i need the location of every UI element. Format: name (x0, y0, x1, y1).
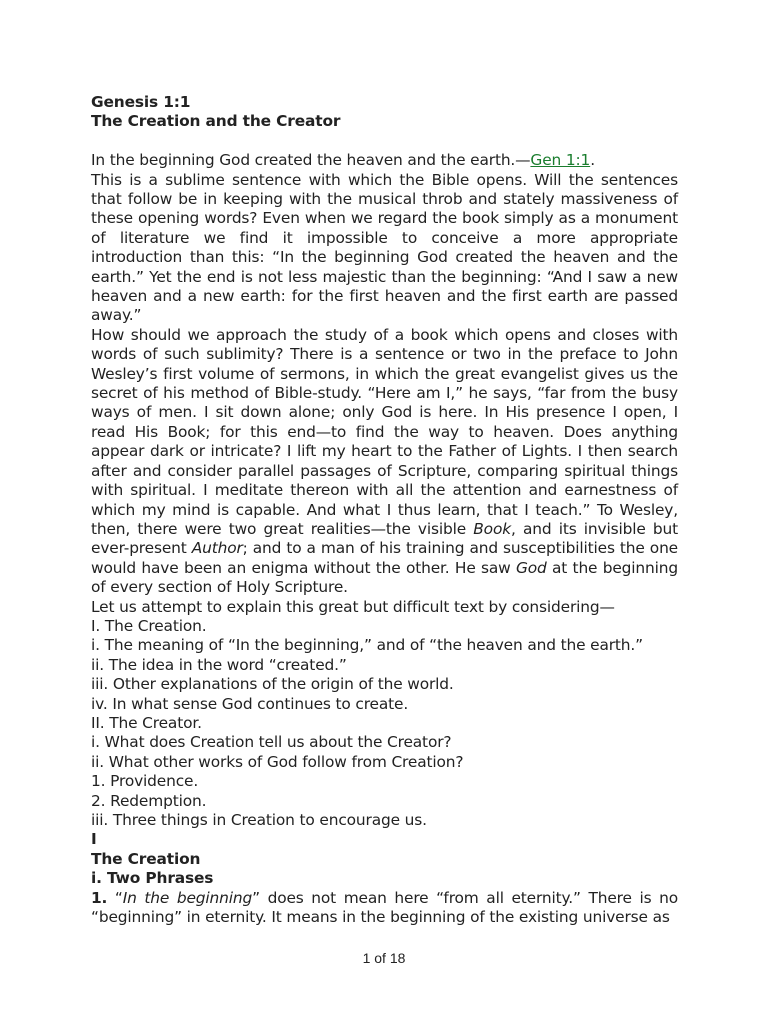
paragraph-2-author: Author (191, 539, 243, 558)
open-quote: “ (107, 888, 123, 907)
scripture-link[interactable]: Gen 1:1 (530, 151, 591, 170)
section-paragraph (91, 889, 678, 928)
document-page (91, 93, 678, 927)
outline-item: ii. The idea in the word “created.” (91, 655, 347, 674)
outline-item: i. What does Creation tell us about the Creator? (91, 733, 452, 752)
paragraph-2-god: God (515, 558, 547, 577)
paragraph-2-text-c: ; and to a man of his training and susceptibilities the one would have been an enigma without the other. He saw (91, 539, 678, 577)
paragraph-2-text-a: How should we approach the study of a book which opens and closes with words of such sublimity? There is a sentence or two in the preface to John Wesley’s first volume of sermons, in which the great evangelist gives us the secret of his method of Bible-study. “Here am I,” he says, “far from the busy ways of men. I sit down alone; only God is here. In His presence I open, I read His Book; for this end—to find the way to heaven. Does anything appear dark or intricate? I lift my heart to the Father of Lights. I then search after and consider parallel passages of Scripture, comparing spiritual things with spiritual. I meditate thereon with all the attention and earnestness of which my mind is capable. And what I thus learn, that I teach.” To Wesley, then, there were two great realities—the visible (91, 325, 678, 538)
outline-item: II. The Creator. (91, 713, 202, 732)
outline-item: I. The Creation. (91, 616, 207, 635)
section-text: ” does not mean here “from all eternity.” There is no “beginning” in eternity. It means in the beginning of the existing universe as (91, 888, 679, 927)
title-reference: Genesis 1:1 (91, 93, 191, 111)
outline-item: 2. Redemption. (91, 791, 207, 810)
section-phrase: In the beginning (122, 888, 253, 907)
spacer (91, 132, 678, 151)
paragraph-2-text-d: at the beginning of every section of Holy Scripture. (91, 558, 678, 597)
section-numeral: I (91, 830, 97, 849)
section-title: The Creation (91, 849, 201, 868)
paragraph-2-book: Book (473, 519, 511, 538)
outline-item: iii. Three things in Creation to encourage us. (91, 811, 427, 830)
intro-text: In the beginning God created the heaven and the earth.— (91, 151, 531, 170)
paragraph-2-text-b: , and its invisible but ever-present (91, 519, 679, 558)
paragraph-1: This is a sublime sentence with which the Bible opens. Will the sentences that follow be in keeping with the musical throb and stately massiveness of these opening words? Even when we regard the book simply as a monument of literature we find it impossible to conceive a more appropriate introduction than this: “In the beginning God created the heaven and the earth.” Yet the end is not less majestic than the beginning: “And I saw a new heaven and a new earth: for the first heaven and the first earth are passed away.” (91, 170, 678, 325)
outline-item: ii. What other works of God follow from Creation? (91, 752, 464, 771)
page-indicator: 1 of 18 (362, 950, 406, 966)
outline-item: iii. Other explanations of the origin of the world. (91, 675, 454, 694)
outline-item: iv. In what sense God continues to create. (91, 694, 409, 713)
outline-item: 1. Providence. (91, 772, 199, 791)
intro-end: . (590, 151, 595, 170)
section-number: 1. (91, 888, 108, 907)
outline-list (91, 617, 678, 830)
section-subtitle: i. Two Phrases (91, 869, 214, 888)
paragraph-3: Let us attempt to explain this great but difficult text by considering— (91, 597, 615, 616)
paragraph-2 (91, 326, 678, 598)
title-heading: The Creation and the Creator (91, 112, 341, 131)
outline-item: i. The meaning of “In the beginning,” and of “the heaven and the earth.” (91, 636, 643, 655)
intro-verse (91, 151, 678, 170)
